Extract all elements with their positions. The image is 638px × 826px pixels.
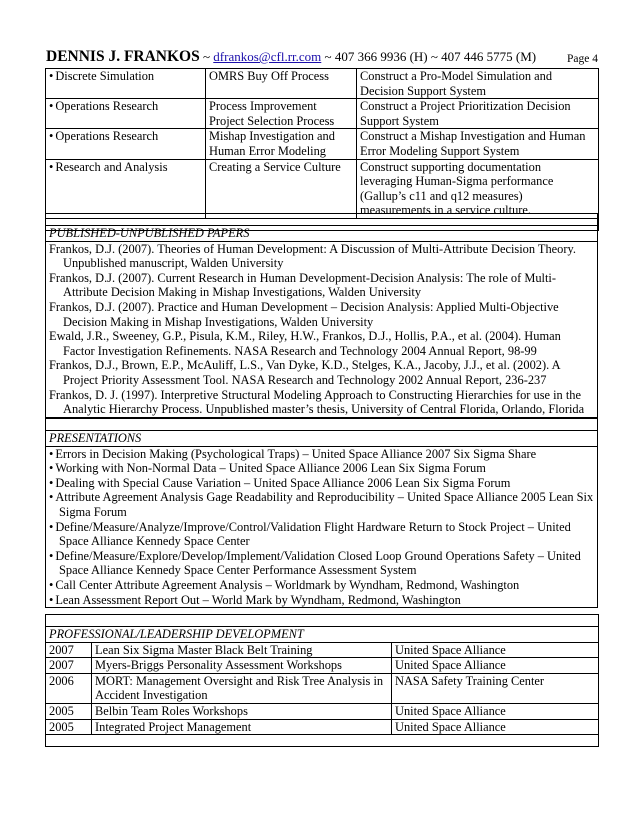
professional-development-section — [45, 614, 599, 747]
skill-name: • Operations Research — [49, 99, 158, 113]
year-cell: 2006 — [46, 673, 92, 703]
skill-cell — [46, 99, 206, 129]
header-separator: ~ — [199, 49, 214, 64]
training-cell: Lean Six Sigma Master Black Belt Training — [92, 642, 392, 658]
training-cell: Integrated Project Management — [92, 719, 392, 735]
papers-section — [45, 213, 598, 418]
presentation-item: • Attribute Agreement Analysis Gage Readability and Reproducibility – United Space Alliance 2005 Lean Six Sigma Forum — [49, 490, 594, 519]
description-cell: Construct a Mishap Investigation and Human Error Modeling Support System — [357, 129, 599, 159]
presentations-list — [46, 446, 598, 608]
training-cell: Myers-Briggs Personality Assessment Workshops — [92, 658, 392, 674]
year-cell: 2005 — [46, 703, 92, 719]
table-spacer-row — [46, 735, 599, 747]
skill-cell — [46, 69, 206, 99]
presentation-item: • Working with Non-Normal Data – United Space Alliance 2006 Lean Six Sigma Forum — [49, 461, 594, 476]
presentation-item: • Errors in Decision Making (Psychological Traps) – United Space Alliance 2007 Six Sigma Share — [49, 447, 594, 462]
project-cell: Process Improvement Project Selection Process — [206, 99, 357, 129]
table-row — [46, 627, 599, 643]
section-spacer-row — [46, 214, 598, 226]
table-row — [46, 431, 598, 447]
table-row — [46, 446, 598, 608]
organization-cell: United Space Alliance — [392, 703, 599, 719]
email-link[interactable]: dfrankos@cfl.rr.com — [213, 49, 322, 64]
papers-list — [46, 241, 598, 417]
table-row — [46, 99, 599, 129]
year-cell: 2007 — [46, 642, 92, 658]
year-cell: 2005 — [46, 719, 92, 735]
skills-table — [45, 68, 599, 231]
page-number: Page 4 — [567, 53, 598, 65]
section-spacer-row — [46, 615, 599, 627]
organization-cell: United Space Alliance — [392, 642, 599, 658]
section-title: PUBLISHED-UNPUBLISHED PAPERS — [46, 226, 598, 242]
page-header — [46, 50, 598, 68]
organization-cell: United Space Alliance — [392, 658, 599, 674]
presentation-item: • Call Center Attribute Agreement Analysis – Worldmark by Wyndham, Redmond, Washington — [49, 578, 594, 593]
table-row — [46, 703, 599, 719]
table-row — [46, 241, 598, 417]
table-row — [46, 673, 599, 703]
skill-name: • Operations Research — [49, 129, 158, 143]
paper-entry: Frankos, D.J. (2007). Theories of Human Development: A Discussion of Multi-Attribute Decision Theory. Unpublished manuscript, Walden University — [49, 241, 576, 271]
table-row — [46, 658, 599, 674]
presentations-section — [45, 418, 598, 608]
table-row — [46, 159, 599, 218]
table-row — [46, 642, 599, 658]
section-spacer-row — [46, 419, 598, 431]
year-cell: 2007 — [46, 658, 92, 674]
training-cell: MORT: Management Oversight and Risk Tree Analysis in Accident Investigation — [92, 673, 392, 703]
table-row — [46, 69, 599, 99]
paper-entry: Frankos, D.J., Brown, E.P., McAuliff, L.S., Van Dyke, K.D., Stelges, K.A., Jacoby, J.J., et al. (2002). A Project Priority Assessment Tool. NASA Research and Technology 2002 Annual Report, 236-237 — [49, 358, 560, 387]
project-cell: Creating a Service Culture — [206, 159, 357, 218]
presentation-item: • Lean Assessment Report Out – World Mark by Wyndham, Redmond, Washington — [49, 593, 594, 608]
project-cell: OMRS Buy Off Process — [206, 69, 357, 99]
phone-numbers: ~ 407 366 9936 (H) ~ 407 446 5775 (M) — [321, 49, 537, 64]
organization-cell: United Space Alliance — [392, 719, 599, 735]
description-cell: Construct supporting documentation leveraging Human-Sigma performance (Gallup’s c11 and q12 measures) measurements in a service culture. — [357, 159, 599, 218]
section-title: PRESENTATIONS — [46, 431, 598, 447]
training-cell: Belbin Team Roles Workshops — [92, 703, 392, 719]
table-row — [46, 226, 598, 242]
description-cell: Construct a Pro-Model Simulation and Decision Support System — [357, 69, 599, 99]
paper-entry: Frankos, D.J. (2007). Practice and Human Development – Decision Analysis: Applied Multi-Objective Decision Making in Mishap Investigations, Walden University — [49, 299, 559, 329]
skill-name: • Discrete Simulation — [49, 69, 154, 83]
presentation-item: • Define/Measure/Explore/Develop/Implement/Validation Closed Loop Ground Operations Safety – United Space Alliance Kennedy Space Center Performance Assessment System — [49, 549, 594, 578]
paper-entry: Frankos, D.J. (2007). Current Research in Human Development-Decision Analysis: The role of Multi-Attribute Decision Making in Mishap Investigations, Walden University — [49, 270, 556, 300]
author-name: DENNIS J. FRANKOS — [46, 48, 200, 65]
organization-cell: NASA Safety Training Center — [392, 673, 599, 703]
project-cell: Mishap Investigation and Human Error Modeling — [206, 129, 357, 159]
paper-entry: Ewald, J.R., Sweeney, G.P., Pisula, K.M., Riley, H.W., Frankos, D.J., Hollis, P.A., et al. (2004). Human Factor Investigation Refinements. NASA Research and Technology 2004 Annual Report, 98-99 — [49, 329, 561, 358]
section-title: PROFESSIONAL/LEADERSHIP DEVELOPMENT — [46, 627, 599, 643]
paper-entry: Frankos, D. J. (1997). Interpretive Structural Modeling Approach to Constructing Hierarchies for use in the Analytic Hierarchy Process. Unpublished master’s thesis, University of Central Florida, Orlando, Florida — [49, 387, 585, 417]
skill-cell — [46, 129, 206, 159]
description-cell: Construct a Project Prioritization Decision Support System — [357, 99, 599, 129]
table-row — [46, 129, 599, 159]
skill-name: • Research and Analysis — [49, 160, 168, 174]
presentation-item: • Dealing with Special Cause Variation – United Space Alliance 2006 Lean Six Sigma Forum — [49, 476, 594, 491]
table-row — [46, 719, 599, 735]
presentation-item: • Define/Measure/Analyze/Improve/Control/Validation Flight Hardware Return to Stock Project – United Space Alliance Kennedy Space Center — [49, 520, 594, 549]
skill-cell — [46, 159, 206, 218]
